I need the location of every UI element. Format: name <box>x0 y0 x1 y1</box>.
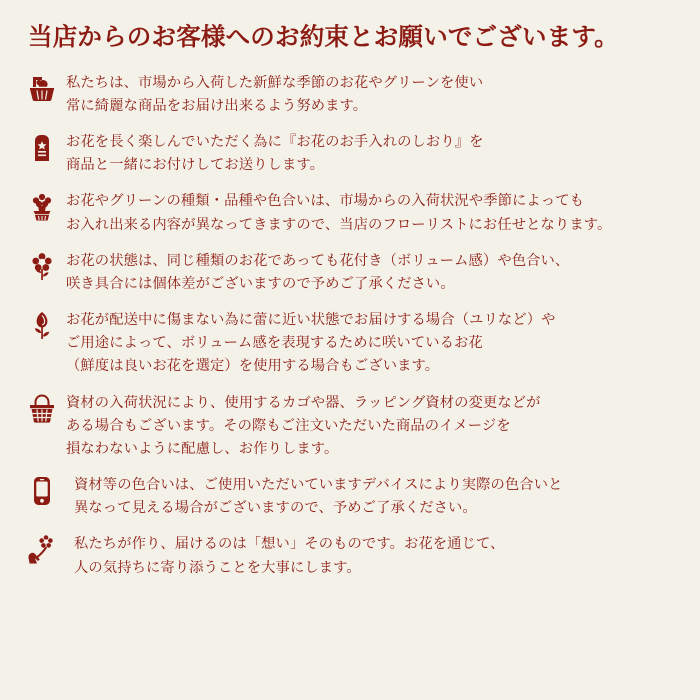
list-item <box>22 531 682 579</box>
bud-icon <box>22 309 62 349</box>
potted-bouquet-icon <box>22 190 62 230</box>
list-item-text: お花の状態は、同じ種類のお花であっても花付き（ボリューム感）や色合い、 咲き具合には個体差がございますので予めご了承ください。 <box>66 252 570 292</box>
list-item <box>22 248 682 296</box>
list-item <box>22 307 682 378</box>
hand-flower-icon <box>22 533 62 573</box>
page-title: 当店からのお客様へのお約束とお願いでございます。 <box>28 24 619 51</box>
list-item <box>22 390 682 461</box>
list-item-text: 私たちは、市場から入荷した新鮮な季節のお花やグリーンを使い 常に綺麗な商品をお届け出来るよう努めます。 <box>66 74 484 114</box>
list-item-text: 私たちが作り、届けるのは「想い」そのものです。お花を通じて、 人の気持ちに寄り添うことを大事にします。 <box>74 536 505 576</box>
single-flower-icon <box>22 250 62 290</box>
list-item-text: お花が配送中に傷まない為に蕾に近い状態でお届けする場合（ユリなど）や ご用途によって、ボリューム感を表現するために咲いているお花 （鮮度は良いお花を選定）を使用する場合もございます。 <box>66 312 556 375</box>
list-item-text: 資材の入荷状況により、使用するカゴや器、ラッピング資材の変更などが ある場合もございます。その際もご注文いただいた商品のイメージを 損なわないように配慮し、お作りします。 <box>66 394 541 457</box>
promise-list <box>22 70 682 580</box>
list-item <box>22 70 682 118</box>
basket-icon <box>22 392 62 432</box>
list-item-text: 資材等の色合いは、ご使用いただいていますデバイスにより実際の色合いと 異なって見える場合がございますので、予めご了承ください。 <box>74 477 563 517</box>
care-card-icon <box>22 131 62 171</box>
list-item-text: お花やグリーンの種類・品種や色合いは、市場からの入荷状況や季節によっても お入れ出来る内容が異なってきますので、当店のフローリストにお任せとなります。 <box>66 193 612 233</box>
list-item <box>22 129 682 177</box>
flower-basket-icon <box>22 72 62 112</box>
smartphone-icon <box>22 474 62 514</box>
list-item <box>22 188 682 236</box>
list-item <box>22 472 682 520</box>
list-item-text: お花を長く楽しんでいただく為に『お花のお手入れのしおり』を 商品と一緒にお付けしてお送りします。 <box>66 134 484 174</box>
